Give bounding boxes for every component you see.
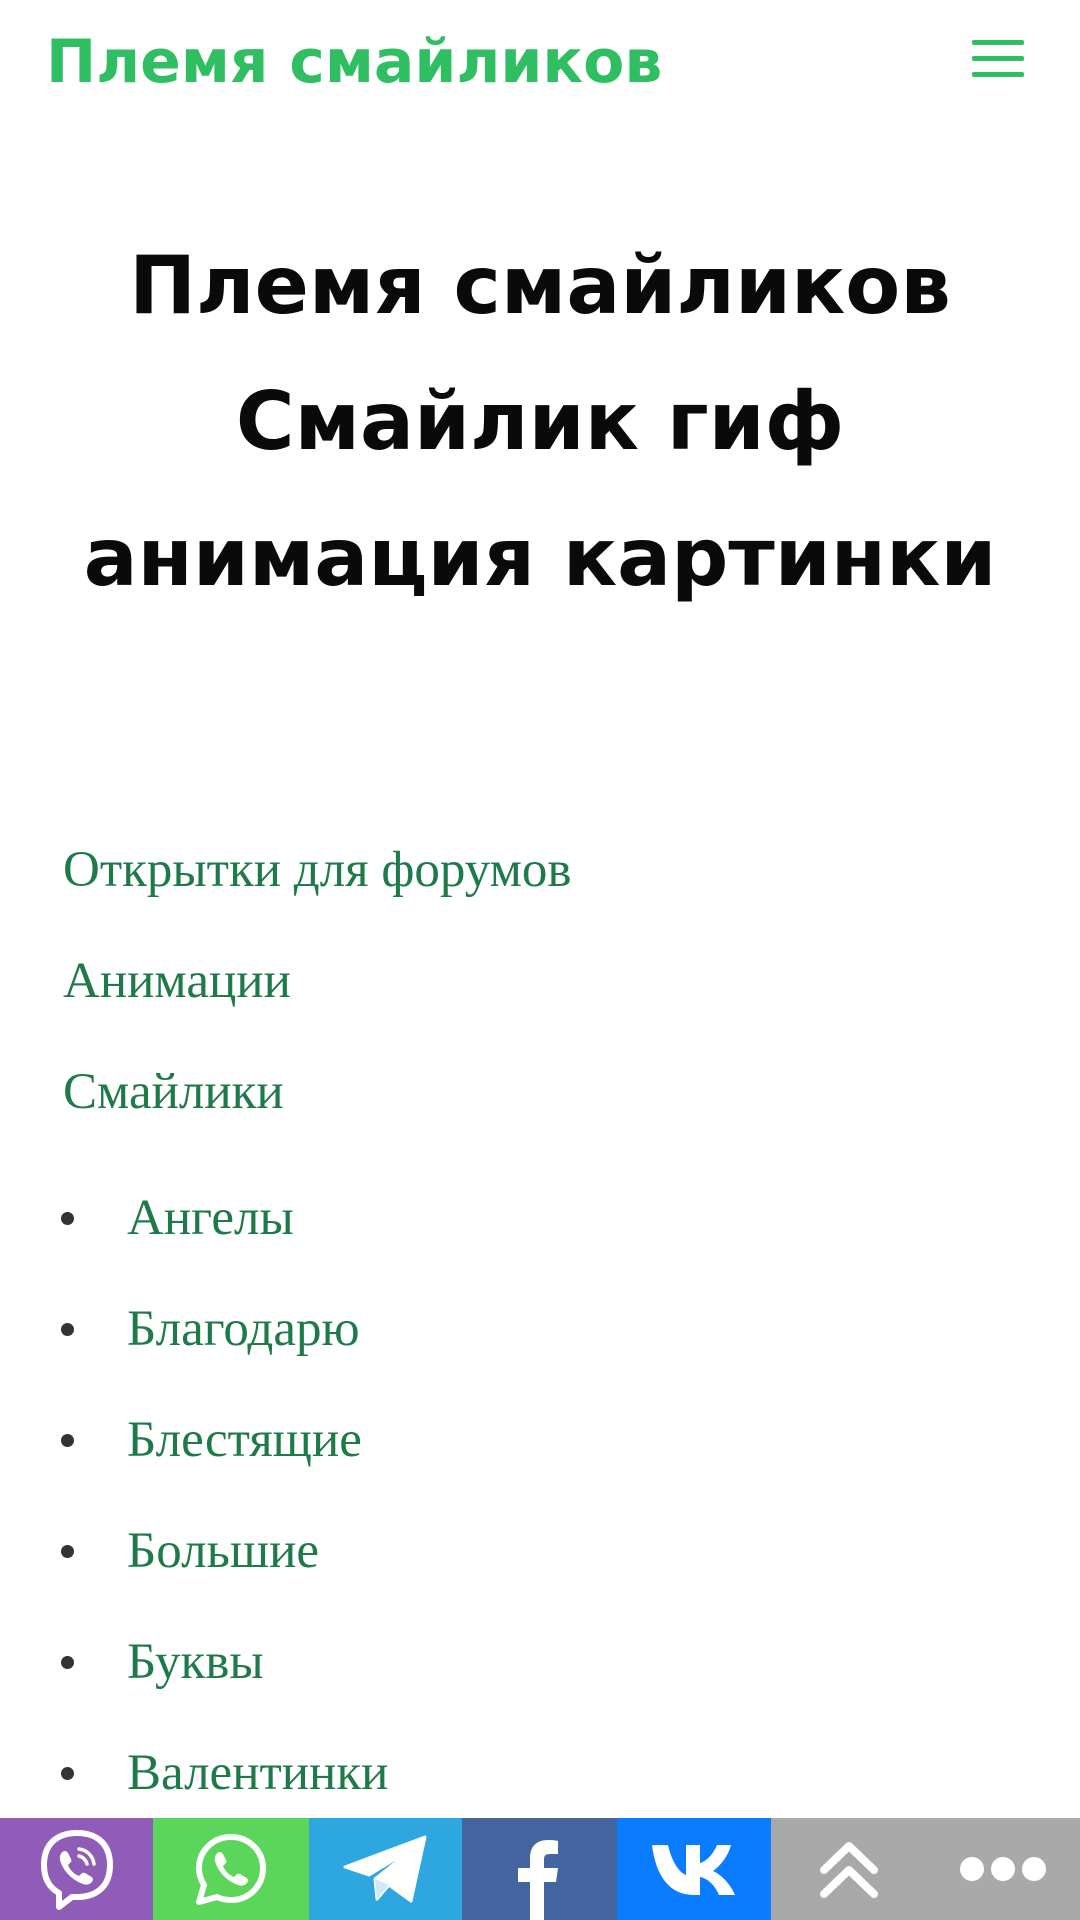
- whatsapp-share-button[interactable]: [153, 1818, 309, 1920]
- more-share-button[interactable]: [926, 1818, 1080, 1920]
- viber-icon: [35, 1827, 119, 1911]
- vk-icon: [650, 1841, 738, 1897]
- facebook-share-button[interactable]: [462, 1818, 617, 1920]
- bullet-icon: [61, 1656, 74, 1669]
- telegram-icon: [339, 1829, 433, 1909]
- category-link-angels[interactable]: Ангелы: [127, 1190, 294, 1246]
- nav-link-forum-cards[interactable]: Открытки для форумов: [63, 842, 572, 898]
- bullet-icon: [61, 1323, 74, 1336]
- hamburger-menu-icon[interactable]: [966, 34, 1026, 84]
- category-link-sparkling[interactable]: Блестящие: [127, 1412, 362, 1468]
- category-link-big[interactable]: Большие: [127, 1523, 320, 1579]
- chevron-double-up-icon: [814, 1834, 884, 1904]
- category-link-thanks[interactable]: Благодарю: [127, 1301, 360, 1357]
- bullet-icon: [61, 1545, 74, 1558]
- viber-share-button[interactable]: [0, 1818, 153, 1920]
- category-nav: [63, 815, 571, 1148]
- bullet-icon: [61, 1212, 74, 1225]
- share-bar: [0, 1818, 1080, 1920]
- bullet-icon: [61, 1767, 74, 1780]
- site-title-link[interactable]: Племя смайликов: [46, 27, 663, 97]
- nav-link-animations[interactable]: Анимации: [63, 953, 291, 1009]
- site-header: [0, 0, 1080, 125]
- whatsapp-icon: [191, 1829, 271, 1909]
- more-dots-icon: [958, 1854, 1048, 1884]
- nav-link-smileys[interactable]: Смайлики: [63, 1064, 284, 1120]
- vk-share-button[interactable]: [617, 1818, 771, 1920]
- telegram-share-button[interactable]: [309, 1818, 462, 1920]
- facebook-icon: [510, 1818, 570, 1920]
- bullet-icon: [61, 1434, 74, 1447]
- category-link-letters[interactable]: Буквы: [127, 1634, 264, 1690]
- category-link-valentines[interactable]: Валентинки: [127, 1745, 389, 1801]
- scroll-top-button[interactable]: [771, 1818, 926, 1920]
- page-title: Племя смайликов Смайлик гиф анимация картинки: [83, 239, 997, 604]
